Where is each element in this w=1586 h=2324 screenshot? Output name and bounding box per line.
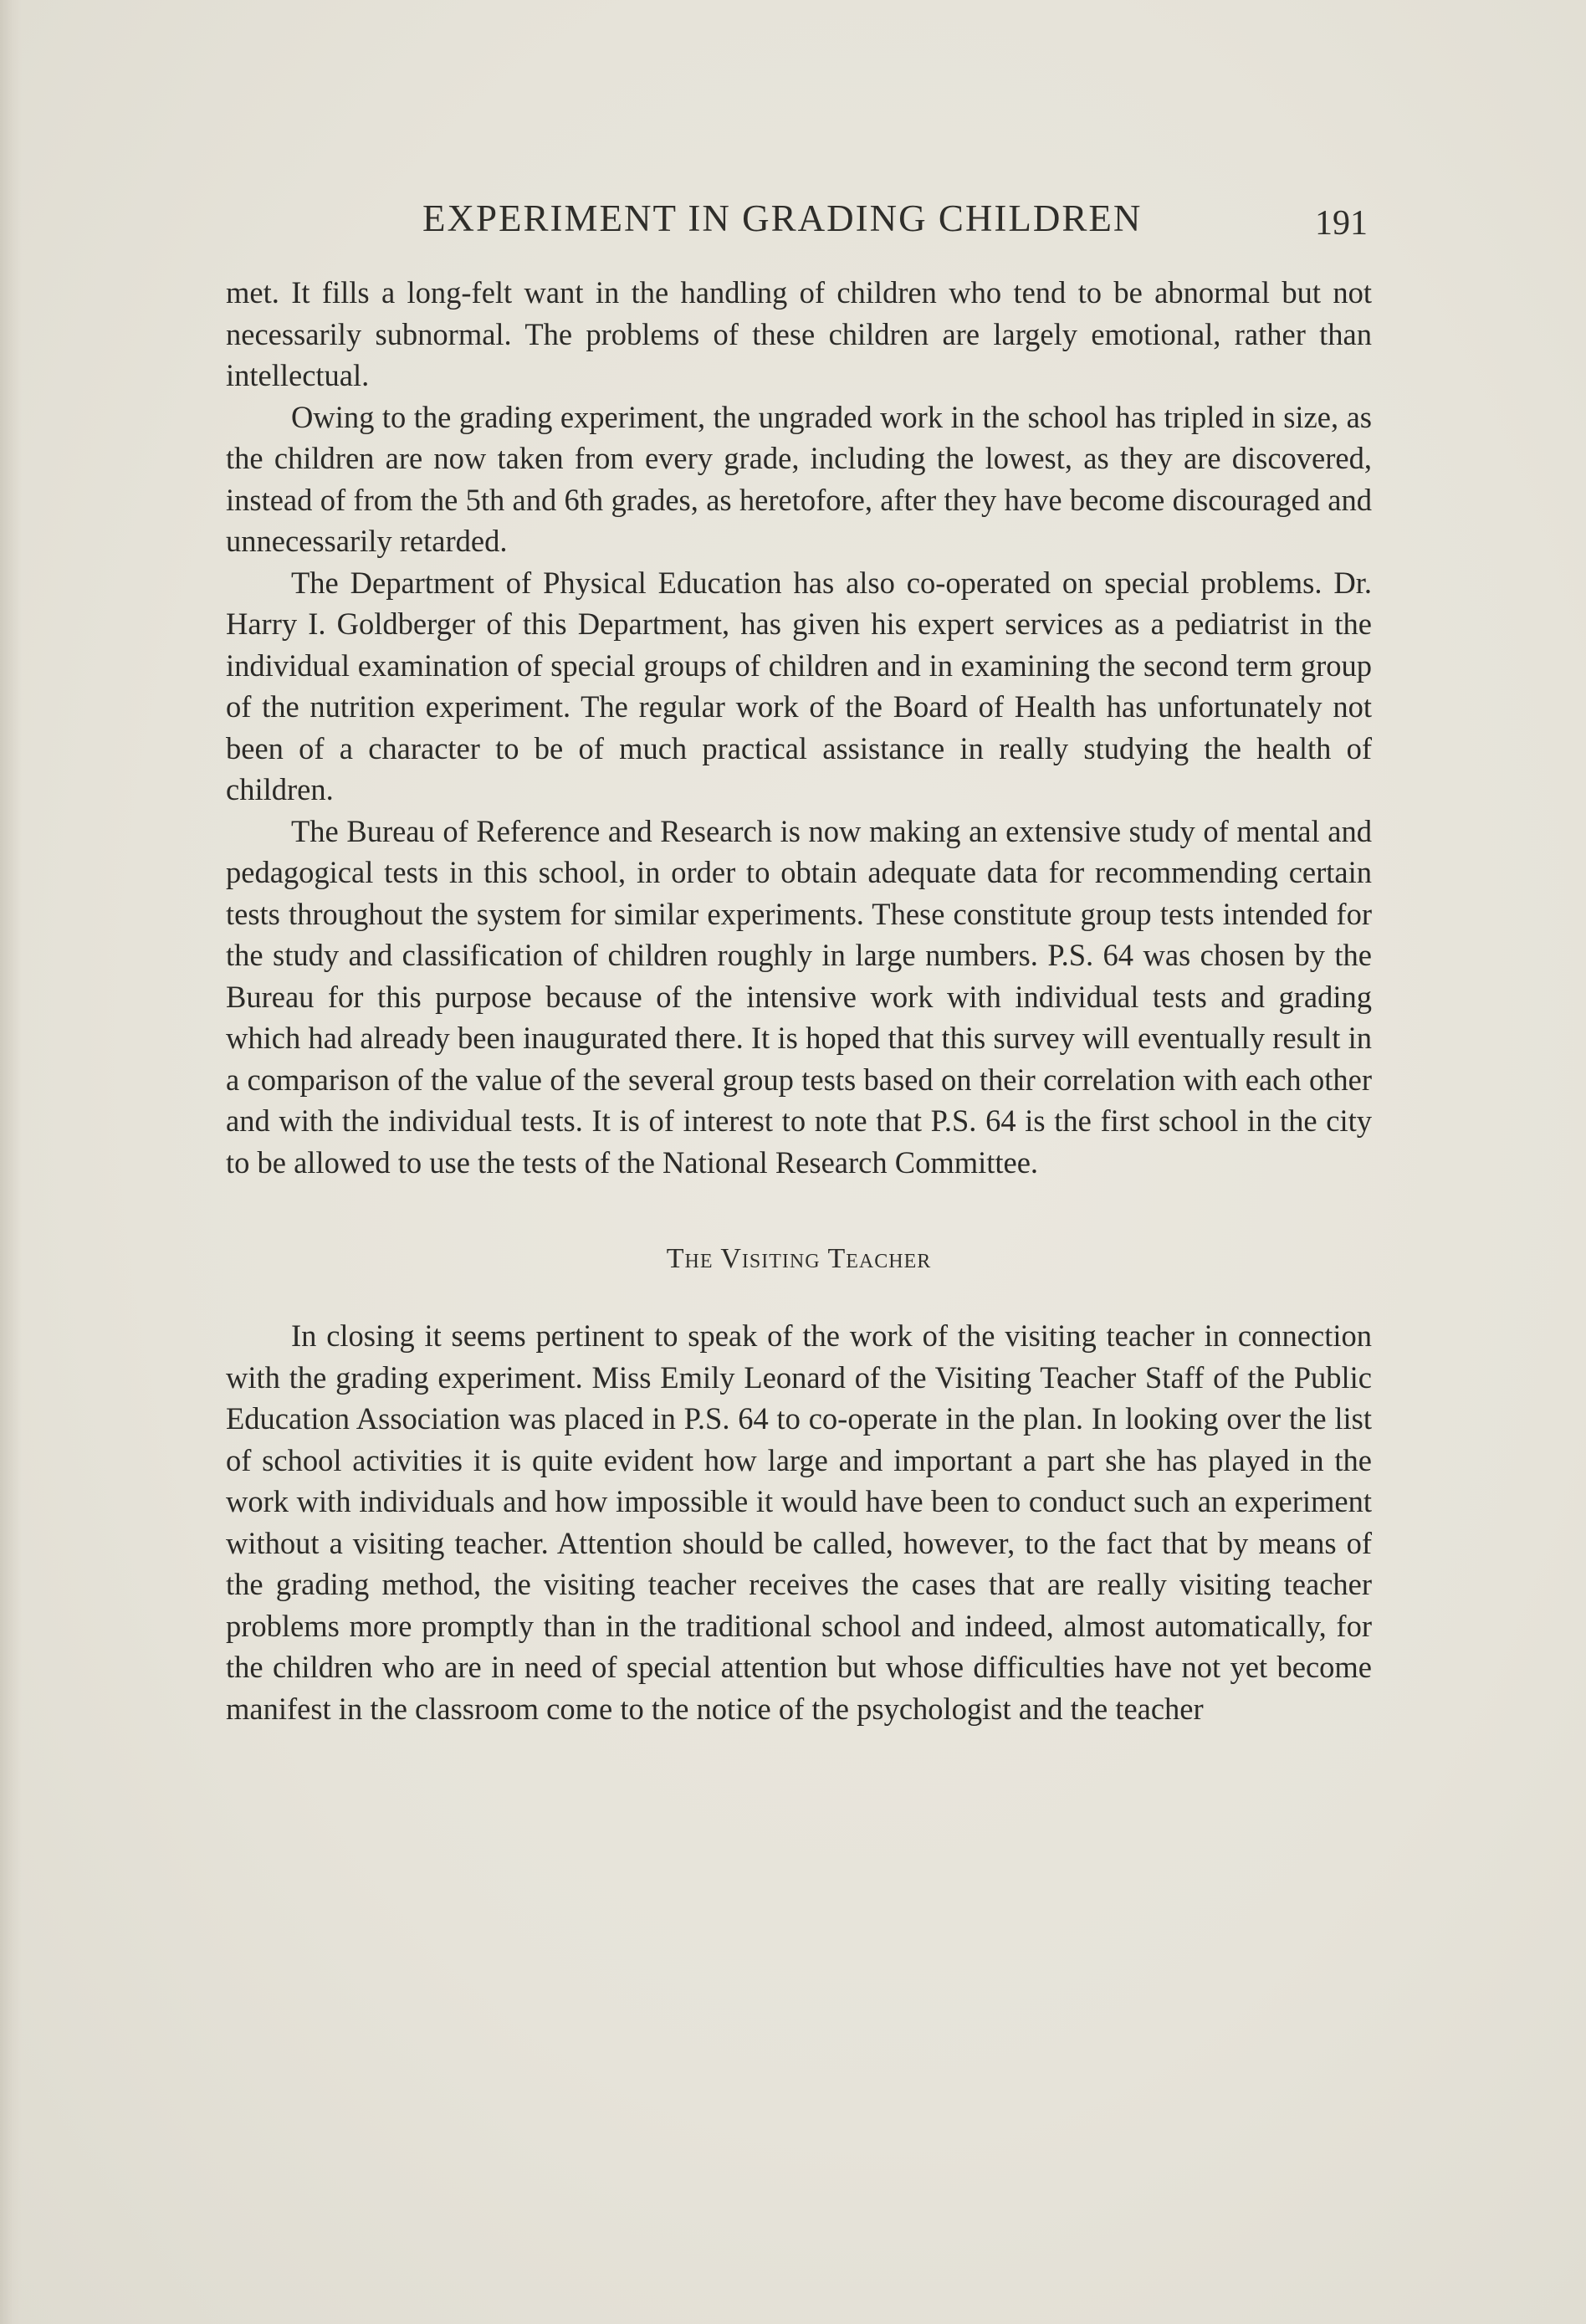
paragraph-bureau-of-research: The Bureau of Reference and Research is now making an extensive study of mental and pedagogical tests in this school, in order to obtain adequate data for recommending certain tests throughout the system for similar experiments. These constitute group tests intended for the study and classification of children roughly in large numbers. P.S. 64 was chosen by the Bureau for this purpose because of the intensive work with individual tests and grading which had already been inaugurated there. It is hoped that this survey will eventually result in a comparison of the value of the several group tests based on their correlation with each other and with the individual tests. It is of interest to note that P.S. 64 is the first school in the city to be allowed to use the tests of the National Research Committee.: [226, 813, 1372, 1180]
section-heading: The Visiting Teacher: [666, 1243, 932, 1274]
body-text: [226, 272, 1372, 1729]
binding-edge: [0, 0, 22, 2324]
paragraph-ungraded-work: Owing to the grading experiment, the ungraded work in the school has tripled in size, as the children are now taken from every grade, including the lowest, as they are discovered, instead of from the 5th and 6th grades, as heretofore, after they have become discouraged and unnecessarily retarded.: [226, 399, 1372, 558]
paragraph-continuation: met. It fills a long-felt want in the handling of children who tend to be abnormal but not necessarily subnormal. The problems of these children are largely emotional, rather than intellectual.: [226, 275, 1372, 392]
paragraph-physical-education: The Department of Physical Education has also co-operated on special problems. Dr. Harry I. Goldberger of this Department, has given his expert services as a pediatrist in the individual examination of special groups of children and in examining the second term group of the nutrition experiment. The regular work of the Board of Health has unfortunately not been of a character to be of much practical assistance in really studying the health of children.: [226, 565, 1372, 806]
running-title: EXPERIMENT IN GRADING CHILDREN: [422, 197, 1143, 239]
paragraph-visiting-teacher: In closing it seems pertinent to speak of the work of the visiting teacher in connection with the grading experiment. Miss Emily Leonard of the Visiting Teacher Staff of the Public Education Association was placed in P.S. 64 to co-operate in the plan. In looking over the list of school activities it is quite evident how large and important a part she has played in the work with individuals and how impossible it would have been to conduct such an experiment without a visiting teacher. Attention should be called, however, to the fact that by means of the grading method, the visiting teacher receives the cases that are really visiting teacher problems more promptly than in the traditional school and indeed, almost automatically, for the children who are in need of special attention but whose difficulties have not yet become manifest in the classroom come to the notice of the psychologist and the teacher: [226, 1318, 1372, 1726]
running-head: [422, 197, 1368, 255]
page-number: 191: [1315, 204, 1368, 243]
